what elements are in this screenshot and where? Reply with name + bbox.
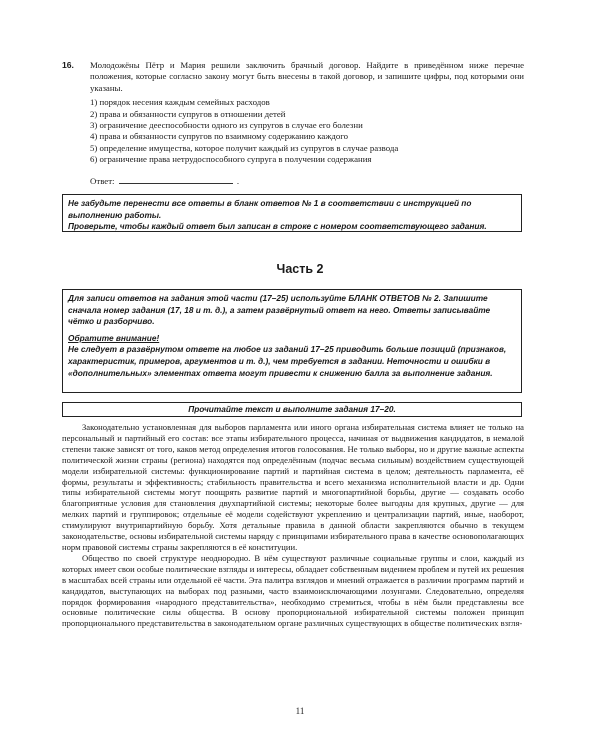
page-number: 11	[295, 706, 305, 716]
question-16	[62, 60, 524, 188]
answer-end: .	[236, 175, 240, 186]
passage	[62, 422, 524, 629]
attention-text: Не следует в развёрнутом ответе на любое из заданий 17–25 приводить больше позиций (признаков, характеристик, примеров, аргументов и т. д.), чем требуется в задании. Неточности и ошибки в «дополнительных» элементах ответа могут привести к снижению балла за выполнение задания.	[68, 344, 507, 378]
notice-box-read-text: Прочитайте текст и выполните задания 17–20.	[62, 402, 522, 417]
option-item: 2) права и обязанности супругов в отношении детей	[90, 108, 286, 119]
part2-instructions: Для записи ответов на задания этой части (17–25) используйте БЛАНК ОТВЕТОВ № 2. Запишите сначала номер задания (17, 18 и т. д.), а затем развёрнутый ответ на него. Ответы записывайте чётко и разборчиво.	[68, 293, 491, 327]
notice-line-1: Не забудьте перенести все ответы в бланк ответов № 1 в соответствии с инструкцией по выполнению работы.	[68, 198, 472, 220]
option-item: 1) порядок несения каждым семейных расходов	[90, 97, 270, 108]
option-item: 3) ограничение дееспособности одного из супругов в случае его болезни	[90, 120, 363, 131]
part-title: Часть 2	[276, 262, 324, 276]
question-number: 16.	[62, 60, 74, 70]
option-item: 4) права и обязанности супругов по взаимному содержанию каждого	[90, 131, 349, 142]
options-list	[90, 97, 524, 165]
passage-paragraph-1: Законодательно установленная для выборов парламента или иного органа избирательная система влияет не только на персональный и партийный его состав: все этапы избирательного процесса, начиная от выдвижения кандидатов, в немалой степени также зависят от того, каков метод определения итогов голосования. Не только выборы, но и другие важные аспекты политической жизни страны (региона) находятся под определённым (подчас весьма сильным) воздействием существующей модели избирательной системы: функционирование партий и партийная система в целом; деятельность парламента, её формы, результаты и эффективность; стабильность правительства и всего механизма исполнительной власти и др. Одни типы избирательной системы могут поощрять развитие партий и многопартийной борьбы, другие — создавать особо благоприятные условия для становления двухпартийной системы; некоторые более выгодны для крупных, другие — для мелких партий и группировок; отдельные её модели содействуют укреплению и централизации партий, иные, наоборот, стимулируют внутрипартийную борьбу. Хотя детальные правила в данной области закрепляются обычно в текущем законодательстве, основы избирательной системы наряду с принципами избирательного права в качестве основополагающих норм правовой системы страны закрепляются в её конституции.	[62, 422, 524, 552]
question-text: Молодожёны Пётр и Мария решили заключить брачный договор. Найдите в приведённом ниже перечне положения, которые согласно закону могут быть внесены в такой договор, и запишите цифры, под которыми они указаны.	[90, 60, 524, 93]
notice-box-part2	[62, 289, 522, 393]
answer-row	[90, 174, 524, 188]
attention-label: Обратите внимание!	[68, 332, 160, 343]
answer-line[interactable]	[119, 174, 233, 184]
notice-box-transfer	[62, 194, 522, 232]
option-item: 5) определение имущества, которое получит каждый из супругов в случае развода	[90, 142, 399, 153]
notice-line-2: Проверьте, чтобы каждый ответ был записан в строке с номером соответствующего задания.	[68, 221, 487, 232]
option-item: 6) ограничение права нетрудоспособного супруга в получении содержания	[90, 154, 372, 165]
answer-label: Ответ:	[90, 175, 115, 186]
passage-paragraph-2: Общество по своей структуре неоднородно. В нём существуют различные социальные группы и слои, каждый из которых имеет свои особые политические взгляды и интересы, обладает собственным видением проблем и путей их решения в масштабах всей страны или отдельной её части. Эта палитра взглядов и мнений отражается в различии программ партий и кандидатов, выступающих на выборах под разными, часто взаимоисключающими лозунгами. Следовательно, определяя порядок формирования «народного представительства», необходимо стремиться, чтобы в нём были представлены все основные политические силы общества. В основу пропорциональной избирательной системы положен принцип пропорционального представительства в законодательном органе различных существующих в обществе политических взгля-	[62, 552, 524, 629]
